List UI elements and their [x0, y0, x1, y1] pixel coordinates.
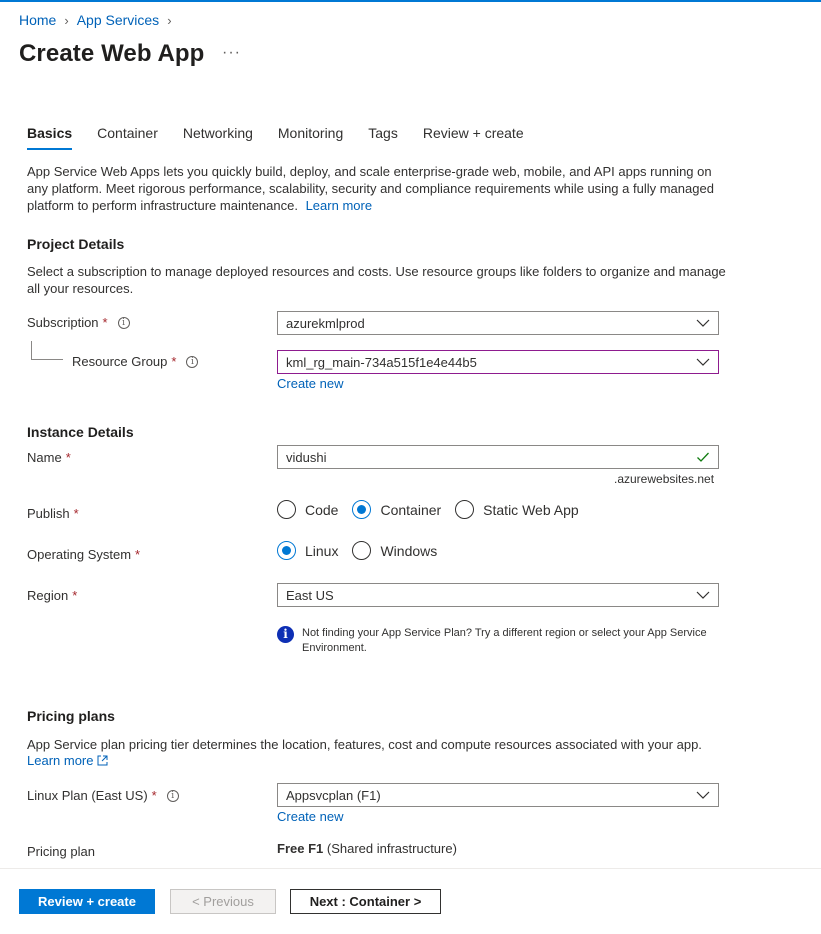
linux-plan-value: Appsvcplan (F1): [286, 787, 381, 803]
region-info-message: [277, 626, 717, 656]
publish-option-code[interactable]: [277, 500, 338, 519]
pricing-learn-more-link[interactable]: [27, 753, 108, 768]
footer-divider: [0, 868, 821, 869]
resource-group-dropdown[interactable]: [277, 350, 719, 374]
operating-system-label: [27, 547, 140, 562]
intro-learn-more-link[interactable]: Learn more: [305, 198, 373, 213]
name-value: vidushi: [286, 449, 327, 465]
radio-circle: [455, 500, 474, 519]
name-label: [27, 450, 71, 465]
required-marker: *: [73, 506, 79, 521]
required-marker: *: [102, 315, 108, 330]
subscription-value: azurekmlprod: [286, 315, 365, 331]
create-new-plan-link[interactable]: Create new: [277, 809, 344, 824]
resource-group-label: [72, 354, 198, 369]
publish-option-label: Code: [305, 501, 339, 518]
tab-networking[interactable]: Networking: [182, 125, 253, 141]
tab-tags[interactable]: Tags: [368, 125, 398, 141]
radio-circle: [352, 541, 371, 560]
pricing-plans-heading: Pricing plans: [27, 708, 115, 724]
name-label-text: Name: [27, 450, 62, 465]
required-marker: *: [171, 354, 177, 369]
pricing-plan-label: Pricing plan: [27, 844, 95, 859]
region-label-text: Region: [27, 588, 69, 603]
pricing-description: App Service plan pricing tier determines the location, features, cost and compute resources associated with your app.: [27, 737, 702, 752]
chevron-down-icon: [696, 588, 710, 602]
tree-connector: [31, 359, 63, 360]
tree-connector: [31, 341, 32, 359]
region-info-text: Not finding your App Service Plan? Try a different region or select your App Service Environment.: [302, 627, 707, 654]
chevron-right-icon: ›: [167, 12, 172, 28]
region-dropdown[interactable]: [277, 583, 719, 607]
required-marker: *: [135, 547, 141, 562]
pricing-plan-value: [277, 841, 457, 856]
publish-radio-group: [277, 500, 593, 519]
info-filled-icon: i: [277, 626, 294, 643]
tab-bar: [27, 125, 549, 150]
required-marker: *: [72, 588, 78, 603]
radio-circle-checked: [277, 541, 296, 560]
resource-group-label-text: Resource Group: [72, 354, 168, 369]
publish-option-container[interactable]: [352, 500, 441, 519]
region-value: East US: [286, 587, 334, 603]
chevron-down-icon: [696, 355, 710, 369]
publish-option-static-web-app[interactable]: [455, 500, 578, 519]
more-options-button[interactable]: ···: [222, 44, 241, 61]
project-details-heading: Project Details: [27, 236, 125, 252]
project-details-description: Select a subscription to manage deployed resources and costs. Use resource groups like folders to organize and manage all your resources.: [27, 264, 726, 296]
publish-label: [27, 506, 79, 521]
subscription-dropdown[interactable]: [277, 311, 719, 335]
info-icon[interactable]: i: [186, 356, 198, 368]
external-link-icon: [97, 755, 108, 766]
subscription-label-text: Subscription: [27, 315, 99, 330]
linux-plan-label-text: Linux Plan (East US): [27, 788, 148, 803]
next-container-button[interactable]: Next : Container >: [290, 889, 441, 914]
intro-text: App Service Web Apps lets you quickly build, deploy, and scale enterprise-grade web, mobile, and API apps running on any platform. Meet rigorous performance, scalability, security and compliance requirements while using a fully managed platform to perform infrastructure maintenance.: [27, 164, 714, 213]
tab-monitoring[interactable]: Monitoring: [277, 125, 344, 141]
breadcrumb: [19, 12, 180, 28]
name-input[interactable]: [277, 445, 719, 469]
tab-review-create[interactable]: Review + create: [422, 125, 524, 141]
os-option-label: Windows: [380, 542, 438, 559]
pricing-learn-more-text: Learn more: [27, 753, 94, 768]
breadcrumb-app-services[interactable]: App Services: [76, 12, 160, 28]
tab-container[interactable]: Container: [97, 125, 158, 141]
info-icon[interactable]: i: [118, 317, 130, 329]
review-create-button[interactable]: Review + create: [19, 889, 155, 914]
chevron-down-icon: [696, 788, 710, 802]
chevron-right-icon: ›: [64, 12, 69, 28]
tab-basics[interactable]: Basics: [27, 125, 72, 150]
os-option-label: Linux: [305, 542, 339, 559]
publish-label-text: Publish: [27, 506, 70, 521]
linux-plan-label: [27, 788, 179, 803]
os-option-windows[interactable]: [352, 541, 437, 560]
region-label: [27, 588, 77, 603]
publish-option-label: Static Web App: [483, 501, 579, 518]
page-title: Create Web App: [19, 40, 205, 67]
create-new-resource-group-link[interactable]: Create new: [277, 376, 344, 391]
radio-circle-checked: [352, 500, 371, 519]
pricing-plan-tier: Free F1: [277, 841, 324, 856]
os-option-linux[interactable]: [277, 541, 338, 560]
chevron-down-icon: [696, 316, 710, 330]
linux-plan-dropdown[interactable]: [277, 783, 719, 807]
info-icon[interactable]: i: [167, 790, 179, 802]
required-marker: *: [65, 450, 71, 465]
instance-details-heading: Instance Details: [27, 424, 134, 440]
radio-circle: [277, 500, 296, 519]
domain-suffix: .azurewebsites.net: [614, 472, 715, 486]
top-accent-bar: [0, 0, 821, 2]
subscription-label: [27, 315, 130, 330]
os-radio-group: [277, 541, 451, 560]
publish-option-label: Container: [380, 501, 442, 518]
operating-system-label-text: Operating System: [27, 547, 132, 562]
pricing-plan-detail: (Shared infrastructure): [326, 841, 457, 856]
checkmark-icon: [696, 450, 710, 464]
intro-description: [27, 163, 727, 214]
required-marker: *: [151, 788, 157, 803]
resource-group-value: kml_rg_main-734a515f1e4e44b5: [286, 354, 477, 370]
breadcrumb-home[interactable]: Home: [19, 12, 57, 28]
previous-button[interactable]: < Previous: [170, 889, 276, 914]
